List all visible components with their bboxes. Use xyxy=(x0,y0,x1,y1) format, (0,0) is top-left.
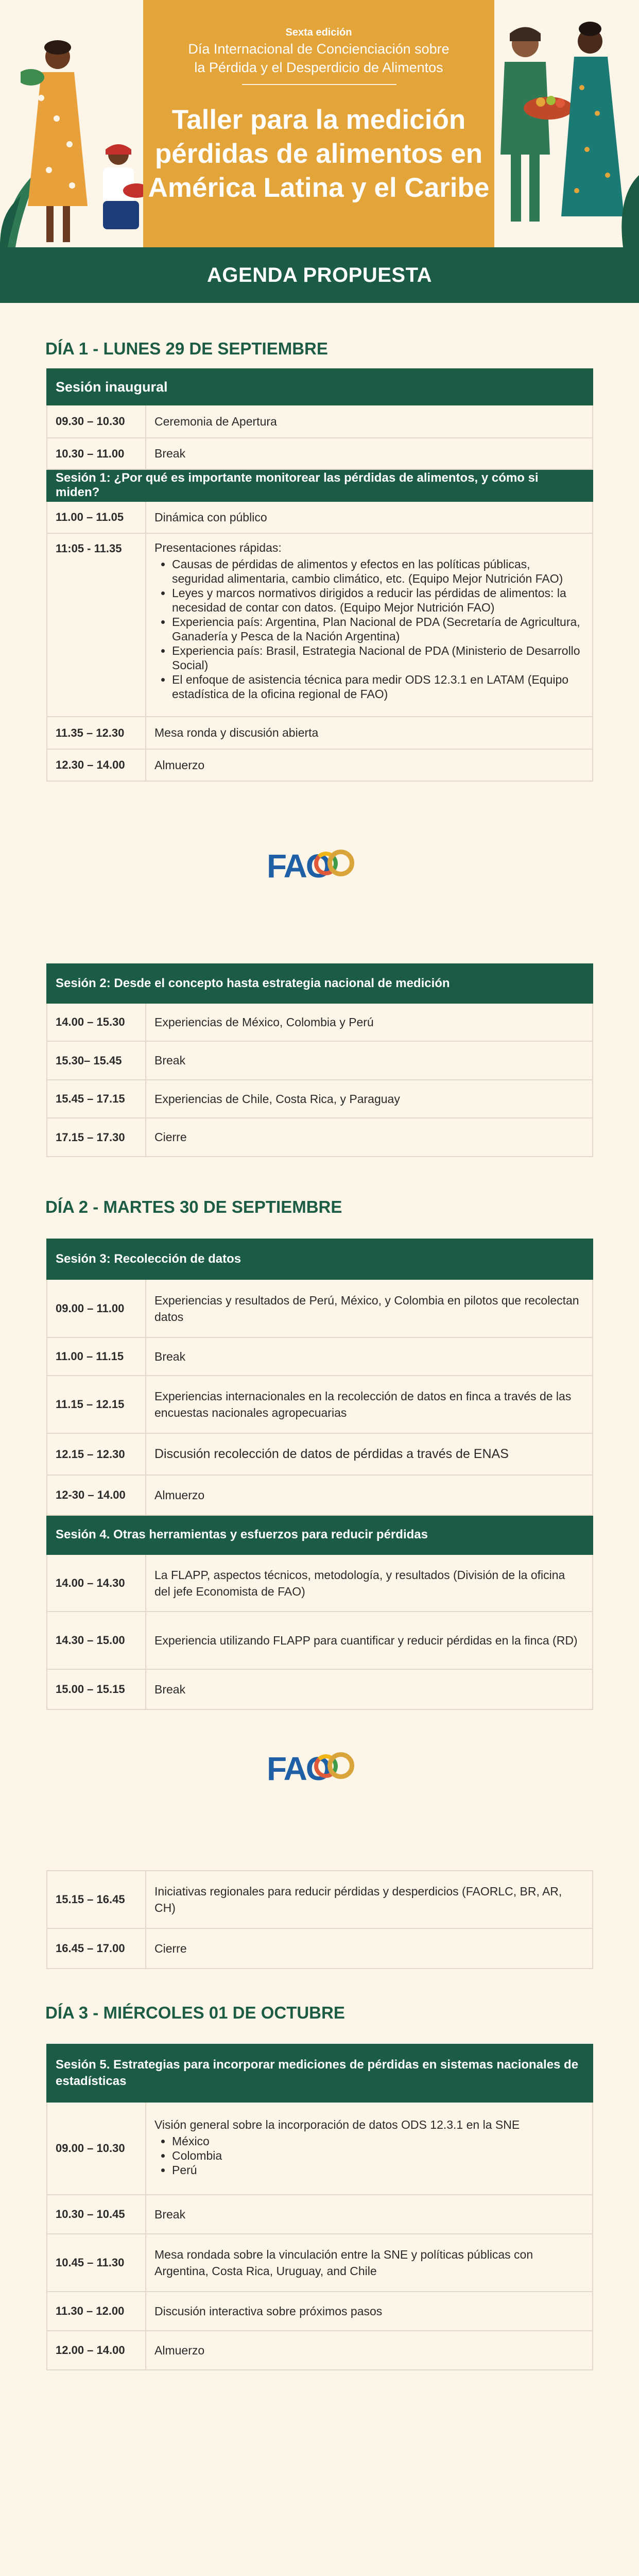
row-activity: Experiencias de México, Colombia y Perú xyxy=(146,1003,593,1041)
list-item: • Perú xyxy=(172,2163,584,2177)
row-time: 11.00 – 11.05 xyxy=(47,501,146,533)
row-activity: Experiencia utilizando FLAPP para cuantificar y reducir pérdidas en la finca (RD) xyxy=(146,1612,593,1669)
fao-logo xyxy=(267,846,373,884)
day2-agenda-table-part2 xyxy=(46,1870,593,1969)
row-time: 17.15 – 17.30 xyxy=(47,1118,146,1157)
row-time: 14.00 – 14.30 xyxy=(47,1554,146,1612)
row-time: 09.00 – 10.30 xyxy=(47,2102,146,2195)
table-row xyxy=(47,1337,593,1376)
event-name-line2: la Pérdida y el Desperdicio de Alimentos xyxy=(194,60,443,75)
page-title xyxy=(143,103,494,205)
row-activity: Iniciativas regionales para reducir pérdidas y desperdicios (FAORLC, BR, AR, CH) xyxy=(146,1871,593,1928)
session2-title: Sesión 2: Desde el concepto hasta estrategia nacional de medición xyxy=(47,964,593,1003)
session5-title: Sesión 5. Estrategias para incorporar mediciones de pérdidas en sistemas nacionales de estadísticas xyxy=(47,2044,593,2102)
table-row xyxy=(47,2234,593,2292)
row-time: 12.15 – 12.30 xyxy=(47,1433,146,1475)
table-row xyxy=(47,2292,593,2331)
presentations-cell xyxy=(146,533,593,717)
list-item: • El enfoque de asistencia técnica para medir ODS 12.3.1 en LATAM (Equipo estadística de la oficina regional de FAO) xyxy=(172,672,584,701)
session-header xyxy=(47,1515,593,1554)
list-item: • Experiencia país: Brasil, Estrategia Nacional de PDA (Ministerio de Desarrollo Social) xyxy=(172,643,584,672)
woman-with-basket-illustration xyxy=(21,36,93,247)
table-row xyxy=(47,749,593,781)
table-row xyxy=(47,533,593,717)
row-time: 14.00 – 15.30 xyxy=(47,1003,146,1041)
session1-title: Sesión 1: ¿Por qué es importante monitorear las pérdidas de alimentos, y cómo si miden? xyxy=(47,469,593,501)
list-item: • Causas de pérdidas de alimentos y efectos en las políticas públicas, seguridad alimentaria, cambio climático, etc. (Equipo Mejor Nutrición FAO) xyxy=(172,557,584,586)
table-row xyxy=(47,405,593,438)
row-activity: Break xyxy=(146,1669,593,1709)
row-activity: Ceremonia de Apertura xyxy=(146,405,593,438)
table-row xyxy=(47,717,593,749)
fao-80-wheat-icon xyxy=(327,1752,354,1779)
title-line2: pérdidas de alimentos en xyxy=(154,139,483,169)
day1-agenda-table-part1 xyxy=(46,368,593,782)
row-activity: Experiencias de Chile, Costa Rica, y Paraguay xyxy=(146,1080,593,1118)
table-row xyxy=(47,1433,593,1475)
row-time: 16.45 – 17.00 xyxy=(47,1928,146,1969)
row-activity: Mesa rondada sobre la vinculación entre la SNE y políticas públicas con Argentina, Costa Rica, Uruguay, and Chile xyxy=(146,2234,593,2292)
row-time: 12.30 – 14.00 xyxy=(47,749,146,781)
row-activity: Mesa ronda y discusión abierta xyxy=(146,717,593,749)
row-time: 11.15 – 12.15 xyxy=(47,1376,146,1433)
table-row xyxy=(47,1118,593,1157)
day3-agenda-table xyxy=(46,2044,593,2370)
session3-title: Sesión 3: Recolección de datos xyxy=(47,1239,593,1279)
row-activity: Break xyxy=(146,1337,593,1376)
farmers-with-produce-illustration xyxy=(489,21,639,247)
row-time: 11:05 - 11.35 xyxy=(47,533,146,717)
row-time: 11.00 – 11.15 xyxy=(47,1337,146,1376)
fao-logo-text: FAO xyxy=(267,1750,330,1787)
row-activity: Cierre xyxy=(146,1118,593,1157)
table-row xyxy=(47,1475,593,1515)
row-activity: Break xyxy=(146,438,593,469)
title-divider xyxy=(242,84,396,85)
row-time: 12.00 – 14.00 xyxy=(47,2331,146,2370)
table-row xyxy=(47,1669,593,1709)
table-row xyxy=(47,2195,593,2234)
session-header xyxy=(47,1239,593,1279)
fao-80-wheat-icon xyxy=(327,850,354,876)
row-activity: Almuerzo xyxy=(146,749,593,781)
row-time: 09.30 – 10.30 xyxy=(47,405,146,438)
row-time: 15.15 – 16.45 xyxy=(47,1871,146,1928)
row-activity: Experiencias y resultados de Perú, México, y Colombia en pilotos que recolectan datos xyxy=(146,1279,593,1337)
country-list xyxy=(163,2134,584,2177)
row-activity: La FLAPP, aspectos técnicos, metodología, y resultados (División de la oficina del jefe Economista de FAO) xyxy=(146,1554,593,1612)
list-item: • México xyxy=(172,2134,584,2148)
row-time: 11.35 – 12.30 xyxy=(47,717,146,749)
hero-banner xyxy=(0,0,639,247)
row-activity: Discusión recolección de datos de pérdidas a través de ENAS xyxy=(146,1433,593,1475)
row-time: 10.45 – 11.30 xyxy=(47,2234,146,2292)
presentations-list xyxy=(163,557,584,701)
fao-logo xyxy=(267,1749,373,1786)
sne-description: Visión general sobre la incorporación de datos ODS 12.3.1 en la SNE xyxy=(154,2117,520,2131)
sne-cell xyxy=(146,2102,593,2195)
row-time: 15.30– 15.45 xyxy=(47,1041,146,1080)
row-activity: Cierre xyxy=(146,1928,593,1969)
title-line3: América Latina y el Caribe xyxy=(148,173,490,203)
day3-heading: DÍA 3 - MIÉRCOLES 01 DE OCTUBRE xyxy=(45,2003,345,2022)
table-row xyxy=(47,501,593,533)
row-time: 15.45 – 17.15 xyxy=(47,1080,146,1118)
session-header xyxy=(47,964,593,1003)
session-header xyxy=(47,369,593,405)
day2-agenda-table-part1 xyxy=(46,1239,593,1710)
fao-logo-text: FAO xyxy=(267,848,330,885)
row-time: 09.00 – 11.00 xyxy=(47,1279,146,1337)
row-activity: Discusión interactiva sobre próximos pasos xyxy=(146,2292,593,2331)
day2-heading: DÍA 2 - MARTES 30 DE SEPTIEMBRE xyxy=(45,1197,342,1216)
table-row xyxy=(47,1080,593,1118)
event-name-line1: Día Internacional de Concienciación sobre xyxy=(188,41,450,57)
table-row xyxy=(47,1554,593,1612)
row-time: 10.30 – 11.00 xyxy=(47,438,146,469)
session-inaugural-title: Sesión inaugural xyxy=(47,369,593,405)
kneeling-man-illustration xyxy=(90,139,152,247)
table-row xyxy=(47,438,593,469)
row-activity: Almuerzo xyxy=(146,2331,593,2370)
list-item: • Experiencia país: Argentina, Plan Nacional de PDA (Secretaría de Agricultura, Ganadería y Pesca de la Nación Argentina) xyxy=(172,615,584,643)
day1-heading: DÍA 1 - LUNES 29 DE SEPTIEMBRE xyxy=(45,339,328,358)
agenda-banner: AGENDA PROPUESTA xyxy=(0,247,639,303)
day1-agenda-table-part2 xyxy=(46,963,593,1157)
session-header xyxy=(47,2044,593,2102)
list-item: • Colombia xyxy=(172,2148,584,2163)
session4-title: Sesión 4. Otras herramientas y esfuerzos para reducir pérdidas xyxy=(47,1515,593,1554)
table-row xyxy=(47,1612,593,1669)
row-activity: Break xyxy=(146,2195,593,2234)
row-activity: Experiencias internacionales en la recolección de datos en finca a través de las encuestas nacionales agropecuarias xyxy=(146,1376,593,1433)
table-row xyxy=(47,1376,593,1433)
table-row xyxy=(47,1003,593,1041)
row-time: 15.00 – 15.15 xyxy=(47,1669,146,1709)
title-line1: Taller para la medición xyxy=(171,105,466,135)
row-time: 11.30 – 12.00 xyxy=(47,2292,146,2331)
row-time: 10.30 – 10.45 xyxy=(47,2195,146,2234)
row-activity: Break xyxy=(146,1041,593,1080)
table-row xyxy=(47,2102,593,2195)
presentations-intro: Presentaciones rápidas: xyxy=(154,541,282,554)
session-header xyxy=(47,469,593,501)
edition-label: Sexta edición xyxy=(285,27,352,38)
row-activity: Almuerzo xyxy=(146,1475,593,1515)
table-row xyxy=(47,1928,593,1969)
row-time: 12-30 – 14.00 xyxy=(47,1475,146,1515)
table-row xyxy=(47,1279,593,1337)
table-row xyxy=(47,1041,593,1080)
list-item: • Leyes y marcos normativos dirigidos a reducir las pérdidas de alimentos: la necesidad de contar con datos. (Equipo Mejor Nutrición FAO) xyxy=(172,586,584,615)
table-row xyxy=(47,2331,593,2370)
row-activity: Dinámica con público xyxy=(146,501,593,533)
table-row xyxy=(47,1871,593,1928)
row-time: 14.30 – 15.00 xyxy=(47,1612,146,1669)
